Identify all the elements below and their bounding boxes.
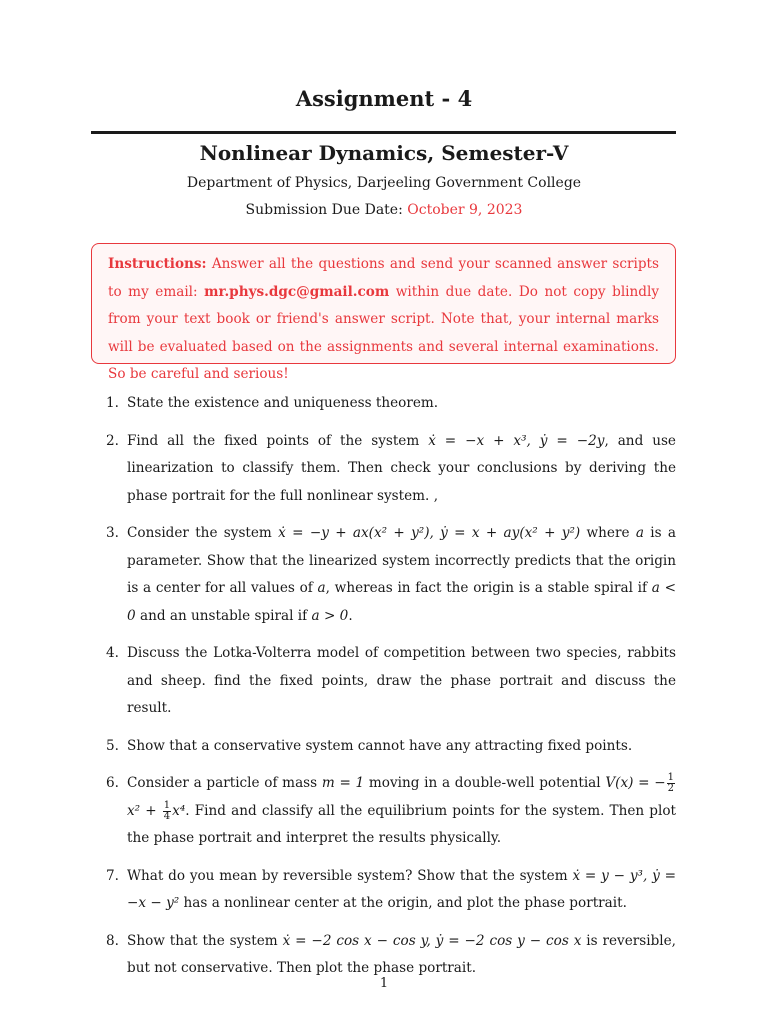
question-text: and an unstable spiral if [135,607,312,624]
question-item [100,520,676,630]
department-line: Department of Physics, Darjeeling Government College [186,175,582,191]
instructions-label: Instructions: [108,256,207,272]
question-text: where [580,525,636,541]
question-text: Consider a particle of mass [127,775,322,791]
equation: ẋ = −y + ax(x² + y²), ẏ = x + ay(x² + y²) [278,525,581,541]
question-text: State the existence and uniqueness theorem. [127,395,439,411]
question-text: . Find and classify all the equilibrium points for the system. Then plot the phase portrait and interpret the results physically. [127,802,677,846]
question-text: has a nonlinear center at the origin, and plot the phase portrait. [179,895,627,911]
equation: x² + [127,802,157,819]
equation: ẋ = −x + x³, ẏ = −2y [428,432,605,449]
question-list [100,390,676,983]
assignment-title: Assignment - 4 [295,86,473,111]
course-title: Nonlinear Dynamics, Semester-V [199,141,569,165]
question-item [100,770,676,853]
question-text: is a parameter. Show that the linearized system incorrectly predicts that the origin is a center for all values of [127,525,676,596]
question-text: Consider the system [127,525,279,541]
question-text: Find all the fixed points of the system [127,432,429,449]
due-date: October 9, 2023 [407,202,523,218]
instructions-email[interactable]: mr.phys.dgc@gmail.com [204,283,390,300]
question-text: Discuss the Lotka-Volterra model of competition between two species, rabbits and sheep. find the fixed points, draw the phase portrait and discuss the result. [127,645,676,716]
question-number: 3. [106,525,119,541]
equation: ẋ = −2 cos x − cos y, ẏ = −2 cos y − cos x [282,932,582,949]
variable: a [317,580,326,596]
fraction-denominator: 2 [667,783,675,794]
question-item [100,428,676,511]
fraction-denominator: 4 [163,810,171,822]
question-text: What do you mean by reversible system? Show that the system [127,867,573,884]
question-number: 5. [106,737,119,754]
page-number: 1 [379,976,389,991]
question-number: 2. [106,432,119,449]
question-text: Show that a conservative system cannot have any attracting fixed points. [127,737,633,754]
question-text: is reversible, but not conservative. Then plot the phase portrait. [127,932,677,976]
question-item [100,390,676,418]
fraction [163,801,171,822]
question-text: moving in a double-well potential [364,775,606,791]
variable: a [635,525,644,541]
instructions-box [91,243,676,382]
question-number: 4. [106,645,119,661]
due-date-line [0,202,768,218]
fraction-numerator: 1 [163,799,171,811]
question-number: 1. [106,395,119,411]
question-text: , and use linearization to classify them. Then check your conclusions by deriving the phase portrait for the full nonlinear system. , [127,432,676,504]
equation: ẋ = y − y³, ẏ = −x − y² [127,867,676,911]
question-item [100,863,676,918]
title-rule [91,131,676,134]
equation: x⁴ [172,802,186,819]
fraction [667,773,675,794]
due-label: Submission Due Date: [245,202,408,218]
question-item [100,640,676,723]
question-number: 7. [106,867,119,884]
condition: a > 0 [311,607,349,624]
question-text: . [348,607,353,624]
equation: V(x) = − [605,775,666,791]
instructions-text-2: within due date. Do not copy blindly from your text book or friend's answer script. Note that, your internal marks will be evaluated based on the assignments and several internal examinations. So be careful and serious! [108,283,659,382]
question-item [100,928,676,983]
question-text: , whereas in fact the origin is a stable spiral if [325,580,652,596]
fraction-numerator: 1 [667,772,675,783]
question-number: 8. [106,932,119,949]
equation: m = 1 [321,775,365,791]
condition: a < 0 [127,580,676,624]
question-item [100,733,676,761]
question-number: 6. [106,775,119,791]
instructions-text-1: Answer all the questions and send your scanned answer scripts to my email: [108,256,659,300]
question-text: Show that the system [127,932,283,949]
